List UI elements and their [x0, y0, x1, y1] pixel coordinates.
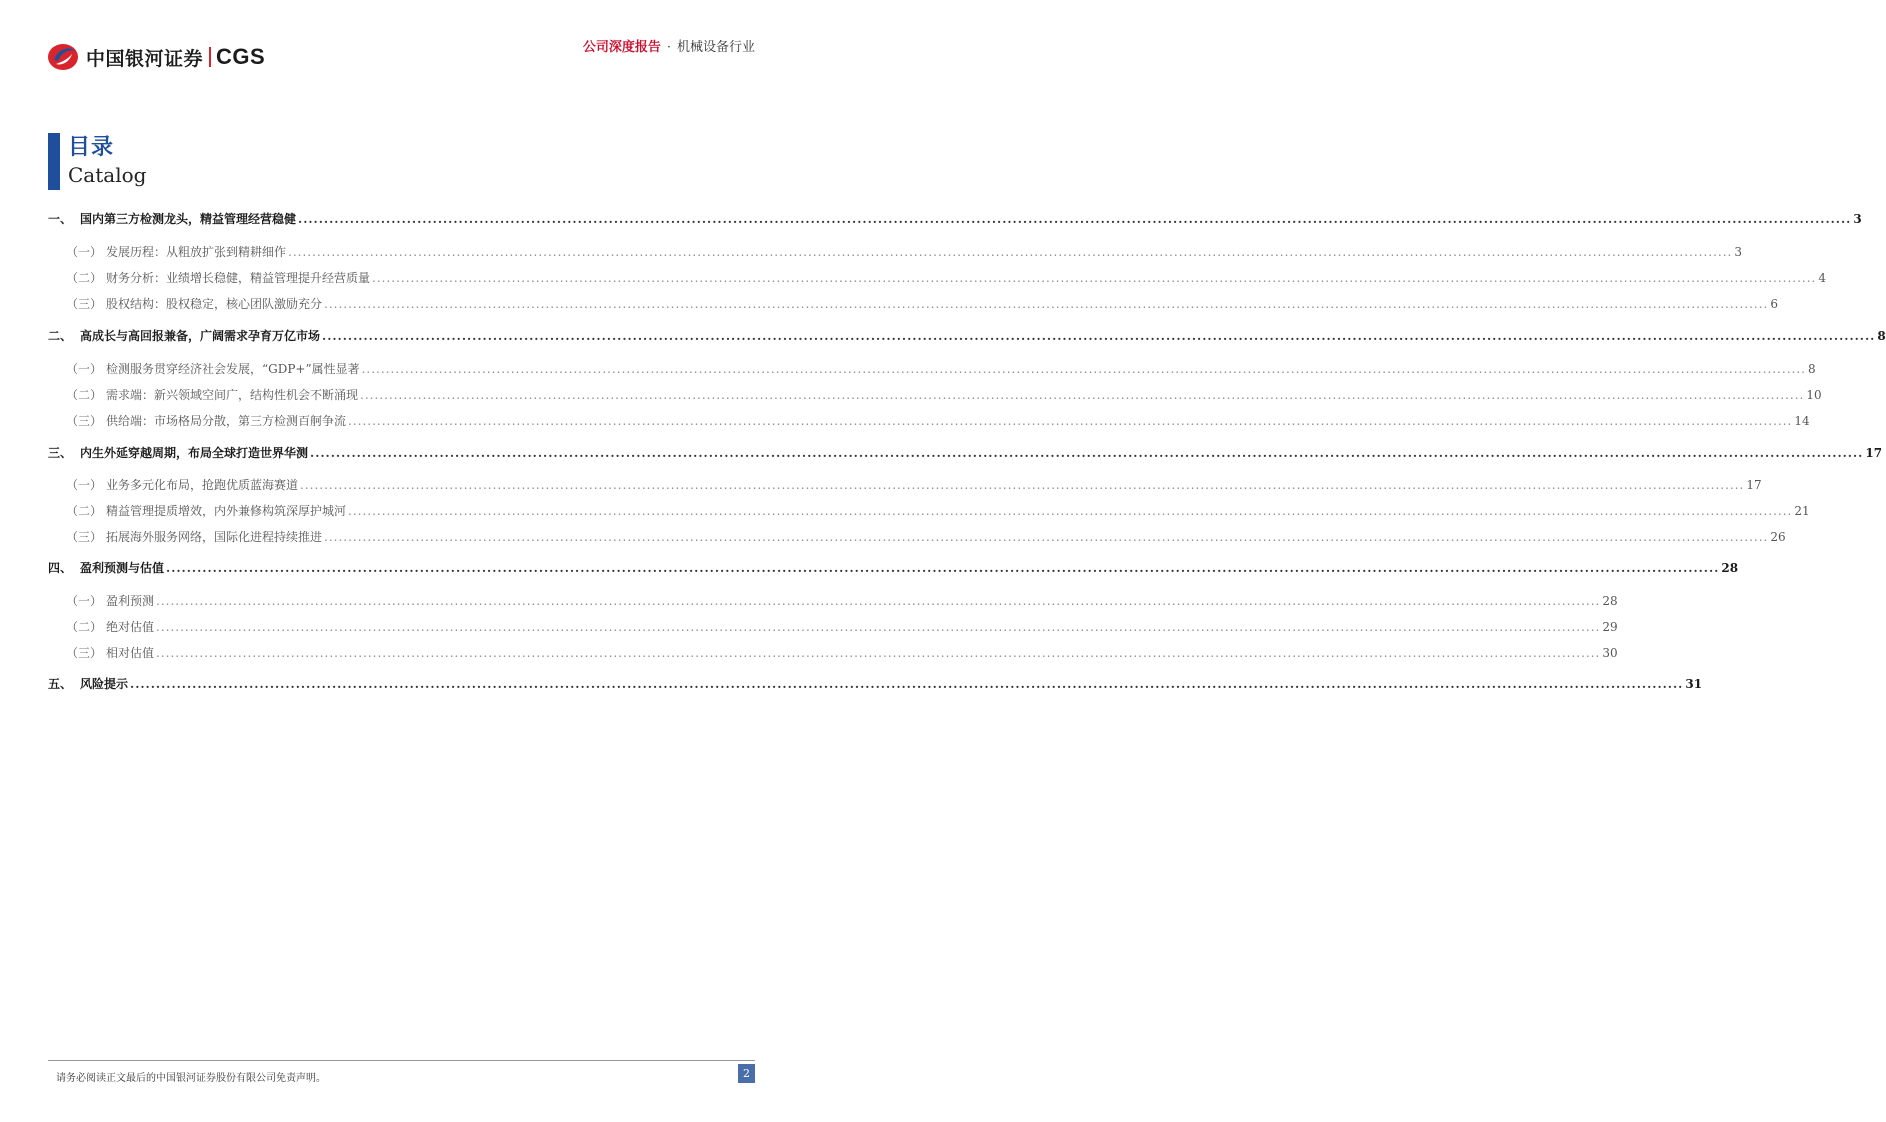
toc-entry-number: 一、 [48, 212, 73, 226]
toc-entry-number: （二） [66, 620, 103, 634]
toc-entry-title: 绝对估值 [106, 620, 155, 634]
logo-text-en: CGS [216, 44, 266, 69]
toc-section-entry[interactable] [48, 476, 1762, 494]
toc-section-entry[interactable] [48, 618, 1618, 636]
toc-dot-leader: ............................................................................................................................................................................................................................................................................................................ [360, 388, 1805, 402]
toc-dot-leader: ............................................................................................................................................................................................................................................................................................................ [361, 362, 1806, 376]
toc-dot-leader: ............................................................................................................................................................................................................................................................................................................ [324, 530, 1769, 544]
toc-section-entry[interactable] [48, 360, 1816, 378]
toc-section-entry[interactable] [48, 592, 1618, 610]
toc-entry-number: （一） [66, 478, 103, 492]
toc-entry-number: 五、 [48, 677, 73, 691]
page-number: 2 [738, 1064, 755, 1083]
toc-entry-page: 17 [1746, 478, 1762, 492]
toc-chapter-entry[interactable] [48, 210, 1862, 228]
toc-entry-number: 四、 [48, 561, 73, 575]
toc-dot-leader: ............................................................................................................................................................................................................................................................................................................ [156, 620, 1601, 634]
header-separator: · [666, 40, 671, 55]
toc-entry-number: （一） [66, 594, 103, 608]
galaxy-logo-icon [46, 42, 80, 72]
logo-text-cn: 中国银河证券 [86, 47, 204, 70]
toc-entry-title: 拓展海外服务网络，国际化进程持续推进 [106, 530, 323, 544]
toc-entry-page: 4 [1818, 271, 1826, 285]
toc-dot-leader: ............................................................................................................................................................................................................................................................................................................ [324, 297, 1769, 311]
toc-chapter-entry[interactable] [48, 327, 1886, 345]
report-header-label [583, 36, 755, 55]
title-accent-bar [48, 133, 60, 190]
toc-dot-leader: ............................................................................................................................................................................................................................................................................................................ [348, 414, 1793, 428]
toc-entry-page: 3 [1734, 245, 1742, 259]
toc-section-entry[interactable] [48, 243, 1742, 261]
catalog-title-en: Catalog [68, 163, 147, 187]
toc-dot-leader: ............................................................................................................................................................................................................................................................................................................ [156, 646, 1601, 660]
toc-entry-number: （二） [66, 271, 103, 285]
toc-chapter-entry[interactable] [48, 444, 1883, 462]
company-logo [46, 41, 265, 73]
toc-entry-title: 检测服务贯穿经济社会发展，“GDP+”属性显著 [106, 362, 360, 376]
toc-dot-leader: ............................................................................................................................................................................................................................................................................................................ [372, 271, 1817, 285]
toc-entry-number: 二、 [48, 329, 73, 343]
toc-entry-number: （一） [66, 362, 103, 376]
toc-entry-number: （二） [66, 388, 103, 402]
toc-section-entry[interactable] [48, 502, 1810, 520]
toc-entry-page: 10 [1806, 388, 1822, 402]
toc-entry-page: 3 [1853, 212, 1862, 226]
toc-entry-page: 17 [1865, 446, 1883, 460]
toc-entry-title: 盈利预测 [106, 594, 155, 608]
toc-chapter-entry[interactable] [48, 675, 1703, 693]
toc-section-entry[interactable] [48, 269, 1826, 287]
toc-entry-title: 精益管理提质增效，内外兼修构筑深厚护城河 [106, 504, 347, 518]
toc-entry-title: 股权结构：股权稳定，核心团队激励充分 [106, 297, 323, 311]
toc-entry-title: 风险提示 [80, 677, 129, 691]
toc-entry-page: 8 [1807, 362, 1816, 376]
toc-dot-leader: ............................................................................................................................................................................................................................................................................................................ [156, 594, 1601, 608]
toc-entry-title: 需求端：新兴领域空间广，结构性机会不断涌现 [106, 388, 359, 402]
toc-dot-leader: ............................................................................................................................................................................................................................................................................................................ [298, 212, 1852, 226]
logo-divider [209, 47, 211, 67]
footer-disclaimer: 请务必阅读正文最后的中国银河证券股份有限公司免责声明。 [56, 1073, 326, 1084]
toc-section-entry[interactable] [48, 295, 1778, 313]
toc-entry-page: 30 [1602, 646, 1618, 660]
toc-entry-page: 6 [1770, 297, 1778, 311]
catalog-title-cn: 目录 [68, 134, 115, 160]
toc-entry-title: 盈利预测与估值 [80, 561, 165, 575]
toc-entry-title: 财务分析：业绩增长稳健，精益管理提升经营质量 [106, 271, 371, 285]
toc-entry-number: （三） [66, 297, 103, 311]
toc-dot-leader: ............................................................................................................................................................................................................................................................................................................ [310, 446, 1864, 460]
toc-entry-page: 14 [1794, 414, 1810, 428]
toc-entry-number: （一） [66, 245, 103, 259]
toc-section-entry[interactable] [48, 644, 1618, 662]
toc-section-entry[interactable] [48, 386, 1822, 404]
toc-entry-title: 国内第三方检测龙头，精益管理经营稳健 [80, 212, 297, 226]
toc-entry-title: 内生外延穿越周期，布局全球打造世界华测 [80, 446, 309, 460]
toc-entry-page: 28 [1721, 561, 1739, 575]
toc-section-entry[interactable] [48, 528, 1786, 546]
toc-dot-leader: ............................................................................................................................................................................................................................................................................................................ [130, 677, 1684, 691]
toc-dot-leader: ............................................................................................................................................................................................................................................................................................................ [348, 504, 1793, 518]
toc-dot-leader: ............................................................................................................................................................................................................................................................................................................ [300, 478, 1745, 492]
toc-entry-page: 31 [1685, 677, 1703, 691]
toc-chapter-entry[interactable] [48, 559, 1739, 577]
toc-entry-page: 28 [1602, 594, 1618, 608]
toc-entry-page: 26 [1770, 530, 1786, 544]
toc-entry-title: 相对估值 [106, 646, 155, 660]
toc-entry-page: 8 [1877, 329, 1886, 343]
toc-section-entry[interactable] [48, 412, 1810, 430]
toc-entry-page: 21 [1794, 504, 1810, 518]
toc-dot-leader: ............................................................................................................................................................................................................................................................................................................ [322, 329, 1876, 343]
report-type: 公司深度报告 [582, 40, 661, 55]
toc-entry-number: （二） [66, 504, 103, 518]
toc-entry-title: 供给端：市场格局分散，第三方检测百舸争流 [106, 414, 347, 428]
toc-entry-number: （三） [66, 530, 103, 544]
toc-dot-leader: ............................................................................................................................................................................................................................................................................................................ [288, 245, 1733, 259]
toc-entry-title: 业务多元化布局，抢跑优质蓝海赛道 [106, 478, 299, 492]
toc-entry-page: 29 [1602, 620, 1618, 634]
toc-entry-title: 发展历程：从粗放扩张到精耕细作 [106, 245, 287, 259]
toc-entry-title: 高成长与高回报兼备，广阔需求孕育万亿市场 [80, 329, 321, 343]
toc-entry-number: （三） [66, 646, 103, 660]
industry-label: 机械设备行业 [676, 40, 755, 55]
footer-divider [48, 1060, 755, 1061]
toc-entry-number: （三） [66, 414, 103, 428]
toc-dot-leader: ............................................................................................................................................................................................................................................................................................................ [166, 561, 1720, 575]
toc-entry-number: 三、 [48, 446, 73, 460]
